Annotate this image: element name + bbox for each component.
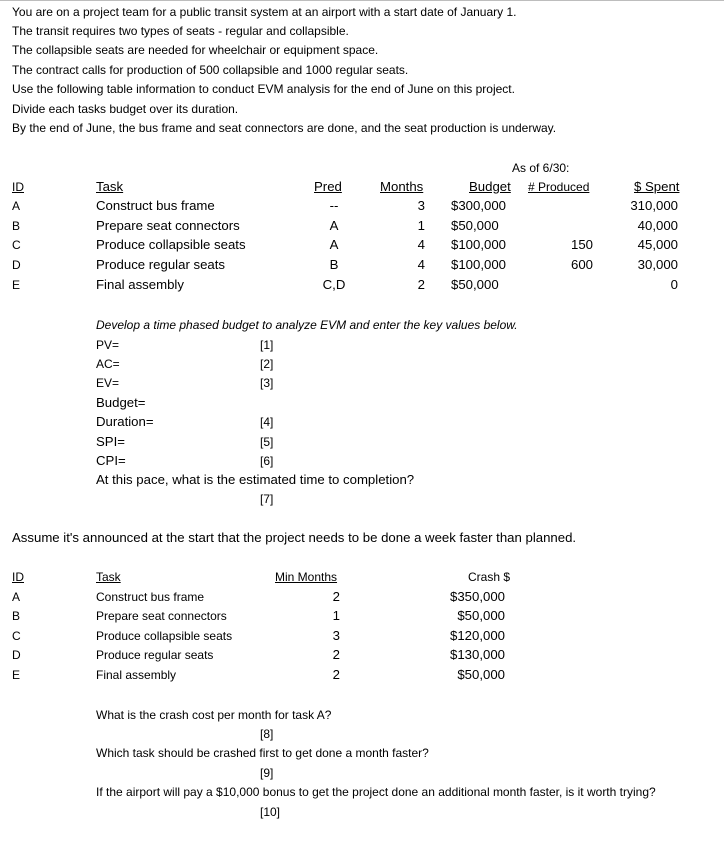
cell-crash: $130,000 [449,647,505,662]
answer-ref-2: [2] [260,357,274,371]
cell-spent: 45,000 [637,237,678,252]
answer-ref-5: [5] [260,435,274,449]
cell-crash: $50,000 [457,608,505,623]
question-9: Which task should be crashed first to get done a month faster? [96,746,429,760]
cpi-label: CPI= [96,453,126,468]
cell-id: D [12,648,21,662]
evm-instruction: Develop a time phased budget to analyze EVM and enter the key values below. [96,318,518,332]
cell-crash: $350,000 [449,589,505,604]
cell-task: Produce collapsible seats [96,629,233,643]
cell-task: Produce regular seats [96,648,214,662]
cell-id: B [12,609,21,623]
cell-task: Final assembly [96,668,177,682]
answer-ref-7: [7] [260,492,274,506]
cell-min-months: 2 [332,589,340,604]
cell-produced: 600 [570,257,593,272]
cell-months: 3 [417,198,425,213]
header-id: ID [12,570,24,584]
as-of-label: As of 6/30: [512,161,570,175]
intro-line: By the end of June, the bus frame and seat connectors are done, and the seat production is underway. [12,121,557,135]
header-months: Months [380,179,424,194]
intro-line: The transit requires two types of seats - regular and collapsible. [12,24,349,38]
duration-label: Duration= [96,414,154,429]
etc-question: At this pace, what is the estimated time to completion? [96,472,415,487]
cell-pred: A [329,237,339,252]
cell-min-months: 1 [332,608,340,623]
cell-id: A [12,590,21,604]
cell-months: 4 [417,257,425,272]
ac-label: AC= [96,357,120,371]
cell-budget: $100,000 [451,257,507,272]
cell-crash: $50,000 [457,667,505,682]
cell-pred: C,D [322,277,346,292]
cell-pred: A [329,218,339,233]
answer-ref-1: [1] [260,338,274,352]
cell-months: 4 [417,237,425,252]
cell-task: Final assembly [96,277,184,292]
header-produced: # Produced [528,180,590,194]
header-task: Task [96,179,124,194]
cell-spent: 30,000 [637,257,678,272]
cell-produced: 150 [570,237,593,252]
question-8: What is the crash cost per month for task A? [96,708,332,722]
intro-line: Use the following table information to conduct EVM analysis for the end of June on this project. [12,82,515,96]
answer-ref-4: [4] [260,415,274,429]
answer-ref-6: [6] [260,454,274,468]
cell-budget: $100,000 [451,237,507,252]
cell-crash: $120,000 [449,628,505,643]
cell-months: 1 [417,218,425,233]
cell-pred: -- [329,198,339,213]
header-crash: Crash $ [468,570,511,584]
crash-intro: Assume it's announced at the start that the project needs to be done a week faster than planned. [12,530,577,545]
header-spent: $ Spent [634,179,680,194]
cell-task: Produce regular seats [96,257,226,272]
answer-ref-10: [10] [260,805,281,819]
intro-line: Divide each tasks budget over its duration. [12,102,239,116]
header-budget: Budget [469,179,511,194]
intro-line: You are on a project team for a public transit system at an airport with a start date of January 1. [12,5,517,19]
cell-min-months: 3 [332,628,340,643]
pv-label: PV= [96,338,120,352]
cell-id: C [12,629,21,643]
cell-id: B [12,219,21,233]
cell-task: Produce collapsible seats [96,237,246,252]
ev-label: EV= [96,376,120,390]
answer-ref-8: [8] [260,727,274,741]
cell-min-months: 2 [332,667,340,682]
cell-id: D [12,258,21,272]
cell-task: Construct bus frame [96,198,215,213]
cell-id: E [12,278,21,292]
header-pred: Pred [314,179,342,194]
cell-id: E [12,668,21,682]
top-border [0,0,724,1]
cell-spent: 40,000 [637,218,678,233]
intro-line: The collapsible seats are needed for wheelchair or equipment space. [12,43,379,57]
header-id: ID [12,180,24,194]
spi-label: SPI= [96,434,125,449]
cell-budget: $300,000 [451,198,507,213]
cell-budget: $50,000 [451,218,499,233]
header-task: Task [96,570,121,584]
cell-months: 2 [417,277,425,292]
question-10: If the airport will pay a $10,000 bonus to get the project done an additional month faster, is it worth trying? [96,785,656,799]
cell-id: A [12,199,21,213]
intro-line: The contract calls for production of 500 collapsible and 1000 regular seats. [12,63,409,77]
cell-budget: $50,000 [451,277,499,292]
answer-ref-9: [9] [260,766,274,780]
answer-ref-3: [3] [260,376,274,390]
cell-task: Construct bus frame [96,590,205,604]
cell-spent: 0 [670,277,678,292]
cell-task: Prepare seat connectors [96,218,240,233]
budget-label: Budget= [96,395,146,410]
cell-id: C [12,238,21,252]
cell-min-months: 2 [332,647,340,662]
cell-spent: 310,000 [630,198,678,213]
cell-task: Prepare seat connectors [96,609,227,623]
cell-pred: B [329,257,339,272]
header-min-months: Min Months [275,570,338,584]
